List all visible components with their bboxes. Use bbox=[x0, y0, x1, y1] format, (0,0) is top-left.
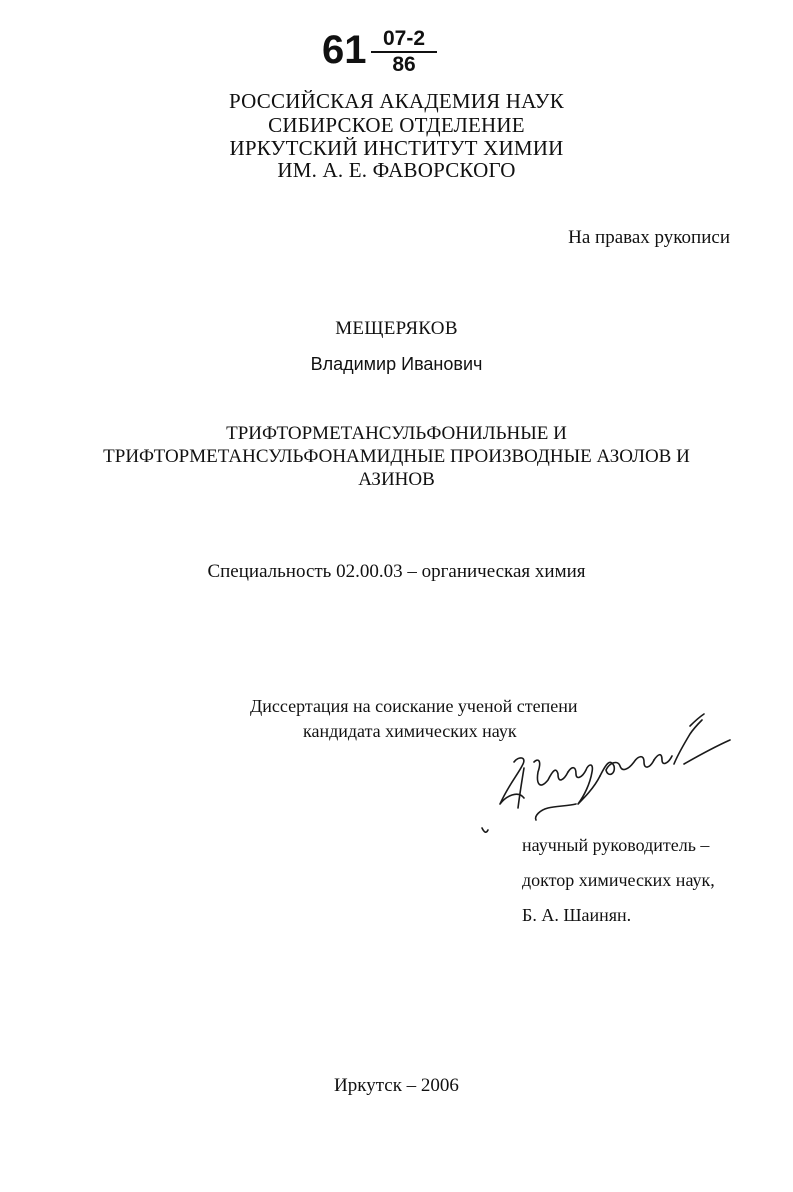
author-given-names: Владимир Иванович bbox=[310, 354, 483, 374]
catalog-code-denominator: 86 bbox=[392, 53, 416, 76]
advisor-role: научный руководитель – bbox=[522, 835, 710, 855]
place-and-year: Иркутск – 2006 bbox=[334, 1075, 459, 1096]
catalog-code-main: 61 bbox=[322, 28, 367, 72]
author-surname: МЕЩЕРЯКОВ bbox=[335, 318, 458, 339]
rights-note: На правах рукописи bbox=[568, 227, 730, 248]
institution-line-3: ИРКУТСКИЙ ИНСТИТУТ ХИМИИ bbox=[229, 136, 564, 160]
specialty: Специальность 02.00.03 – органическая химия bbox=[207, 561, 586, 582]
institution-line-2: СИБИРСКОЕ ОТДЕЛЕНИЕ bbox=[268, 113, 525, 137]
title-line-2: ТРИФТОРМЕТАНСУЛЬФОНАМИДНЫЕ ПРОИЗВОДНЫЕ АЗОЛОВ И bbox=[103, 446, 690, 467]
institution-line-1: РОССИЙСКАЯ АКАДЕМИЯ НАУК bbox=[229, 89, 564, 113]
title-line-1: ТРИФТОРМЕТАНСУЛЬФОНИЛЬНЫЕ И bbox=[226, 423, 567, 444]
dissertation-line-2: кандидата химических наук bbox=[303, 721, 517, 741]
catalog-code-fraction bbox=[371, 28, 437, 76]
advisor-degree: доктор химических наук, bbox=[522, 870, 715, 890]
advisor-name: Б. А. Шаинян. bbox=[522, 905, 632, 925]
institution-line-4: ИМ. А. Е. ФАВОРСКОГО bbox=[277, 158, 516, 182]
title-line-3: АЗИНОВ bbox=[358, 469, 435, 490]
catalog-code-numerator: 07-2 bbox=[382, 27, 426, 50]
signature-image bbox=[478, 700, 738, 850]
dissertation-line-1: Диссертация на соискание ученой степени bbox=[250, 696, 578, 716]
